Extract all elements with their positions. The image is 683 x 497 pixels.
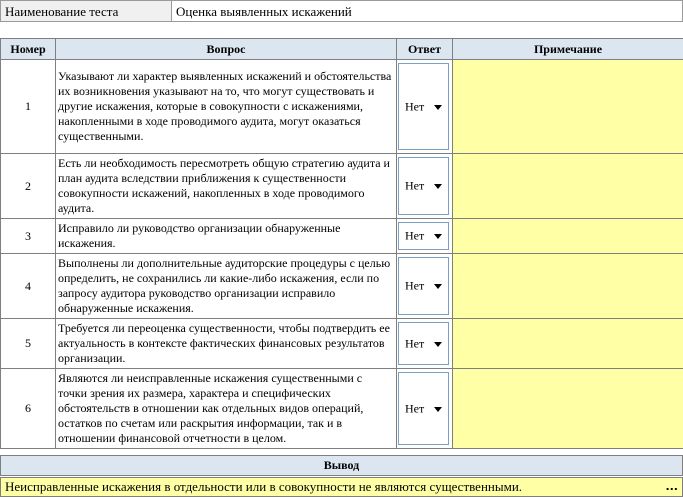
column-header-number: Номер [1,39,56,60]
answer-cell [397,60,453,154]
note-field[interactable] [453,219,683,254]
row-number: 5 [1,319,56,369]
chevron-down-icon[interactable] [434,105,442,110]
row-number: 6 [1,369,56,449]
answer-select[interactable] [398,63,449,150]
question-text: Есть ли необходимость пересмотреть общую стратегию аудита и план аудита вследствии приближения к существенности совокупности искажений, накопленных в ходе проводимого аудита. [56,154,397,219]
answer-cell [397,154,453,219]
answer-value: Нет [405,401,425,415]
note-field[interactable] [453,369,683,449]
note-field[interactable] [453,319,683,369]
answer-select[interactable] [398,257,449,315]
chevron-down-icon[interactable] [434,234,442,239]
table-row [1,219,683,254]
answer-value: Нет [405,336,425,350]
answer-cell [397,319,453,369]
conclusion-header: Вывод [0,455,683,476]
note-field[interactable] [453,254,683,319]
row-number: 3 [1,219,56,254]
answer-value: Нет [405,278,425,293]
answer-select[interactable] [398,157,449,215]
table-row [1,369,683,449]
answer-cell [397,219,453,254]
table-row [1,254,683,319]
table-header-row [1,39,683,60]
question-text: Выполнены ли дополнительные аудиторские процедуры с целью определить, не сохранились ли какие-либо искажения, если по запросу аудитора руководство организации исправило обнаруженные искажения. [56,254,397,319]
more-options-icon[interactable]: ... [665,480,678,493]
column-header-note: Примечание [453,39,683,60]
answer-value: Нет [405,99,425,113]
question-text: Являются ли неисправленные искажения существенными с точки зрения их размера, характера и специфических обстоятельств в отношении как отдельных видов операций, остатков по счетам или раскрытия информации, так и в отношении финансовой отчетности в целом. [56,369,397,449]
column-header-answer: Ответ [397,39,453,60]
row-number: 1 [1,60,56,154]
question-text: Исправило ли руководство организации обнаруженные искажения. [56,219,397,254]
answer-select[interactable] [398,322,449,365]
conclusion-field[interactable] [0,477,683,497]
questions-table [0,38,683,449]
answer-select[interactable] [398,372,449,445]
table-row [1,154,683,219]
chevron-down-icon[interactable] [434,184,442,189]
question-text: Требуется ли переоценка существенности, чтобы подтвердить ее актуальность в контексте фактических финансовых результатов организации. [56,319,397,369]
note-field[interactable] [453,60,683,154]
test-name-label: Наименование теста [0,0,172,22]
answer-cell [397,369,453,449]
answer-value: Нет [405,228,425,243]
answer-select[interactable] [398,222,449,250]
answer-value: Нет [405,178,425,193]
question-text: Указывают ли характер выявленных искажений и обстоятельства их возникновения указывают на то, что могут существовать и другие искажения, которые в совокупности с искажениями, накопленными в ходе проводимого аудита, могут оказаться существенными. [56,60,397,154]
column-header-question: Вопрос [56,39,397,60]
chevron-down-icon[interactable] [434,284,442,289]
note-field[interactable] [453,154,683,219]
conclusion-text: Неисправленные искажения в отдельности или в совокупности не являются существенными. [5,479,523,494]
test-name-field[interactable]: Оценка выявленных искажений [171,0,683,22]
chevron-down-icon[interactable] [434,407,442,412]
row-number: 4 [1,254,56,319]
row-number: 2 [1,154,56,219]
chevron-down-icon[interactable] [434,342,442,347]
table-row [1,319,683,369]
table-row [1,60,683,154]
answer-cell [397,254,453,319]
